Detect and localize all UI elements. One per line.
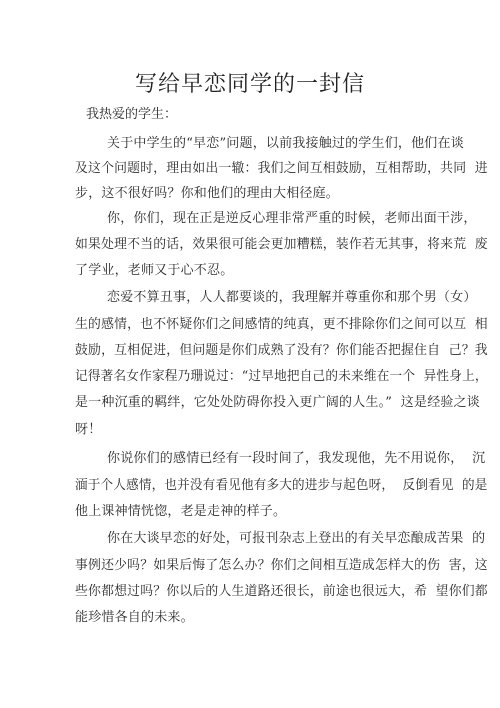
paragraph-3-line-6: 呀！ xyxy=(75,422,102,437)
paragraph-3-line-5: 是一种沉重的羁绊，它处处防碍你投入更广阔的人生。” 这是经验之谈 xyxy=(75,395,481,410)
paragraph-4-line-2: 湎于个人感情，也并没有看见他有多大的进步与起色呀， 反倒看见 的是 xyxy=(75,478,488,493)
paragraph-2-line-3: 了学业，老师又于心不忍。 xyxy=(75,263,234,278)
paragraph-3-line-2: 生的感情，也不怀疑你们之间感情的纯真，更不排除你们之间可以互 相 xyxy=(75,317,488,332)
paragraph-2-line-2: 如果处理不当的话，效果很可能会更加糟糕，装作若无其事，将来荒 废 xyxy=(75,237,488,252)
paragraph-1-line-3: 步，这不很好吗？你和他们的理由大相径庭。 xyxy=(75,186,340,201)
paragraph-5-line-1: 你在大谈早恋的好处，可报刊杂志上登出的有关早恋酿成苦果 的 xyxy=(107,531,486,546)
paragraph-2-line-1: 你，你们，现在正是逆反心理非常严重的时候，老师出面干涉， xyxy=(107,211,477,226)
paragraph-5-line-3: 些你都想过吗？你以后的人生道路还很长，前途也很远大，希 望你们都 xyxy=(75,584,488,599)
paragraph-5-line-4: 能珍惜各自的未来。 xyxy=(75,610,194,625)
paragraph-3-line-4: 记得著名女作家程乃珊说过：“过早地把自己的未来维在一个 异性身上， xyxy=(75,369,488,384)
paragraph-1-line-2: 及这个问题时，理由如出一辙：我们之间互相鼓励，互相帮助，共同 进 xyxy=(75,161,488,176)
paragraph-4-line-3: 他上课神情恍惚，老是走神的样子。 xyxy=(75,504,287,519)
paragraph-5-line-2: 事例还少吗？如果后悔了怎么办？你们之间相互造成怎样大的伤 害，这 xyxy=(75,558,488,573)
paragraph-3-line-3: 鼓励，互相促进，但问题是你们成熟了没有？你们能否把握住自 己？我 xyxy=(75,343,488,358)
paragraph-3-line-1: 恋爱不算丑事，人人都要谈的，我理解并尊重你和那个男（女） xyxy=(107,290,477,305)
paragraph-1-line-1: 关于中学生的“早恋”问题，以前我接触过的学生们，他们在谈 xyxy=(107,136,464,151)
paragraph-4-line-1: 你说你们的感情已经有一段时间了，我发现他，先不用说你， 沉 xyxy=(107,451,486,466)
letter-title: 写给早恋同学的一封信 xyxy=(134,72,365,97)
salutation: 我热爱的学生： xyxy=(86,107,178,122)
